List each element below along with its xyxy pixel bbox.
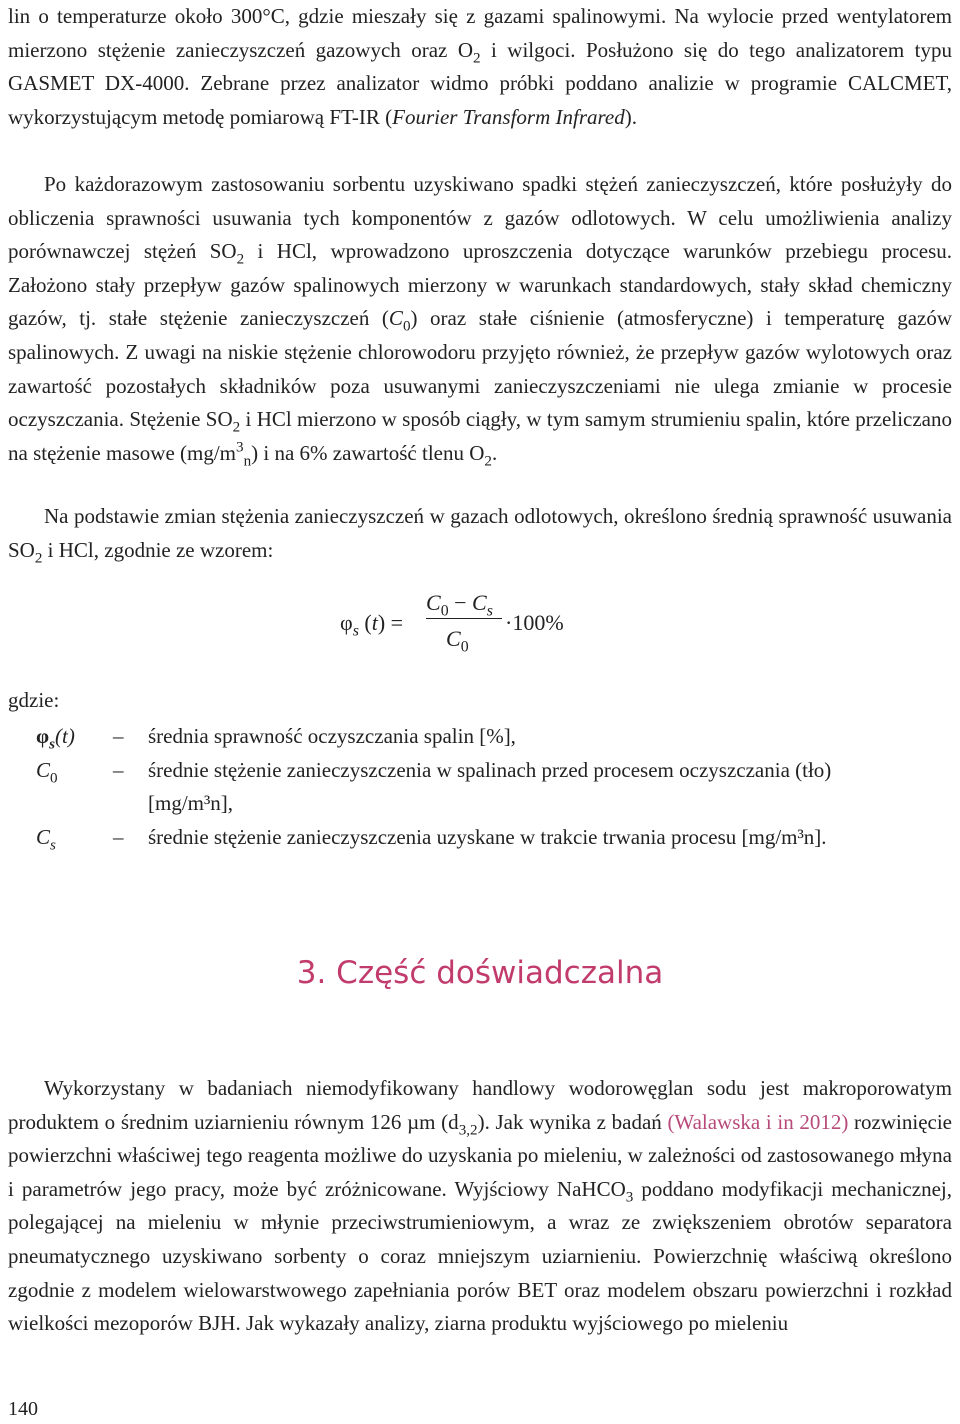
- subscript: 0: [440, 602, 449, 620]
- definition-symbol: [36, 754, 58, 788]
- phi-symbol: φ: [340, 610, 353, 635]
- text: i wilgoci. Posłużono się do tego analizatorem typu GASMET DX-4000. Zebrane przez analizator widmo próbki poddano analizie w programie CALCMET, wykorzystującym metodę pomiarową FT-IR (: [8, 37, 952, 129]
- dash: –: [113, 824, 124, 849]
- paragraph-efficiency: [8, 500, 952, 567]
- italic-symbol: C: [36, 824, 51, 849]
- text: i HCl, wprowadzono uproszczenia dotyczące warunków przebiegu procesu. Założono stały przepływ gazów spalinowych mierzony w warunkach standardowych, stały skład chemiczny gazów, tj. stałe stężenie zanieczyszczeń (: [8, 239, 952, 331]
- italic-symbol: C: [472, 590, 487, 615]
- text: Wykorzystany w badaniach niemodyfikowany handlowy wodorowęglan sodu jest makroporowatym produktem o średnim uziarnieniu równym 126 µm (d: [8, 1076, 952, 1134]
- text: ).: [624, 104, 637, 129]
- where-label: gdzie:: [8, 688, 60, 712]
- fraction-bar: [426, 618, 502, 619]
- subscript: n: [243, 453, 252, 470]
- text: ) =: [377, 610, 404, 635]
- definition-text: średnie stężenie zanieczyszczenia w spalinach przed procesem oczyszczania (tło): [148, 757, 832, 782]
- symbol-definitions: [0, 720, 960, 854]
- text: lin o temperaturze około 300°C, gdzie mieszały się z gazami spalinowymi. Na wylocie przed wentylatorem mierzono stężenie zanieczyszczeń gazowych oraz O: [8, 4, 952, 62]
- subscript: 2: [236, 251, 245, 268]
- definition-row-continued: [0, 787, 960, 821]
- italic-symbol: C: [388, 306, 403, 331]
- subscript: 2: [34, 549, 43, 566]
- subscript: 3: [625, 1189, 634, 1206]
- text: i HCl, zgodnie ze wzorem:: [42, 537, 274, 562]
- text: .: [491, 440, 498, 465]
- page-number: 140: [8, 1398, 38, 1420]
- subscript: s: [49, 736, 55, 753]
- section-title: 3. Część doświadczalna: [296, 955, 664, 991]
- italic-text: Fourier Transform Infrared: [392, 104, 625, 129]
- text: rozwinięcie powierzchni właściwej tego reagenta możliwe do uzyskania po mieleniu, w zależności od zastosowanego młyna i parametrów jego pracy, może być zróżnicowane. Wyjściowy NaHCO: [8, 1109, 952, 1201]
- definition-text: średnie stężenie zanieczyszczenia uzyskane w trakcie trwania procesu [mg/m³n].: [148, 824, 827, 849]
- formula-numerator: [426, 590, 493, 620]
- minus-sign: −: [448, 590, 473, 615]
- paragraph-gasmet: [8, 0, 952, 134]
- formula-rhs: [505, 610, 564, 636]
- text: i HCl mierzono w sposób ciągły, w tym samym strumieniu spalin, które przeliczano na stężenie masowe (mg/m: [8, 407, 952, 465]
- paragraph-experimental: [8, 1072, 952, 1341]
- italic-symbol: C: [426, 590, 441, 615]
- text: poddano modyfikacji mechanicznej, polegającej na mieleniu w młynie przeciwstrumieniowym, a wraz ze zwiększeniem obrotów separatora pneumatycznego uzyskiwano sorbenty o coraz mniejszym uziarnieniu. Powierzchnię właściwą określono zgodnie z modelem wielowarstwowego zapełniania porów BET oraz modelem obszaru powierzchni i rozkład wielkości mezoporów BJH. Jak wykazały analizy, ziarna produktu wyjściowego po mieleniu: [8, 1176, 952, 1336]
- formula-lhs: [340, 610, 404, 640]
- definition-row: [0, 754, 960, 788]
- italic-symbol: C: [446, 626, 461, 651]
- subscript: 0: [402, 318, 411, 335]
- subscript: 2: [473, 49, 481, 66]
- subscript: s: [50, 837, 56, 854]
- efficiency-formula: [340, 590, 640, 670]
- dash: –: [113, 724, 124, 748]
- phi-symbol: φ: [36, 724, 50, 748]
- text: ) oraz stałe ciśnienie (atmosferyczne) i temperaturę gazów spalinowych. Z uwagi na niskie stężenie chlorowodoru przyjęto również, że przepływ gazów wylotowych oraz zawartość pozostałych składników poza usuwanymi zanieczyszczeniami nie ulega zmianie w procesie oczyszczania. Stężenie SO: [8, 306, 953, 432]
- italic-symbol: t: [371, 610, 378, 635]
- italic-symbol: C: [36, 757, 51, 782]
- subscript: 2: [232, 419, 241, 436]
- definition-symbol: [36, 821, 56, 855]
- text: Na podstawie zmian stężenia zanieczyszczeń w gazach odlotowych, określono średnią sprawność usuwania SO: [8, 504, 952, 562]
- text: 100%: [512, 610, 564, 635]
- text: ) i na 6% zawartość tlenu O: [251, 440, 485, 465]
- formula-denominator: [446, 626, 469, 656]
- subscript: 0: [50, 769, 58, 786]
- superscript: 3: [236, 439, 244, 456]
- definition-row: [0, 720, 960, 754]
- subscript: s: [352, 622, 359, 640]
- definition-symbol: [36, 720, 75, 754]
- subscript: 0: [460, 638, 469, 656]
- subscript: 2: [484, 453, 492, 470]
- citation-link[interactable]: (Walawska i in 2012): [667, 1109, 849, 1134]
- definition-row: [0, 821, 960, 855]
- definition-text: [mg/m³n],: [148, 791, 234, 816]
- text: (: [358, 610, 372, 635]
- subscript: 3,2: [458, 1121, 478, 1138]
- dot-operator: ·: [505, 610, 513, 635]
- text: (t): [55, 724, 75, 748]
- text: ). Jak wynika z badań: [477, 1109, 668, 1134]
- text: Po każdorazowym zastosowaniu sorbentu uzyskiwano spadki stężeń zanieczyszczeń, które posłużyły do obliczenia sprawności usuwania tych komponentów z gazów odlotowych. W celu umożliwienia analizy porównawczej stężeń SO: [8, 172, 952, 264]
- subscript: s: [486, 602, 493, 620]
- definition-text: średnia sprawność oczyszczania spalin [%],: [148, 724, 516, 748]
- dash: –: [113, 757, 124, 782]
- paragraph-sorbent: [8, 168, 952, 470]
